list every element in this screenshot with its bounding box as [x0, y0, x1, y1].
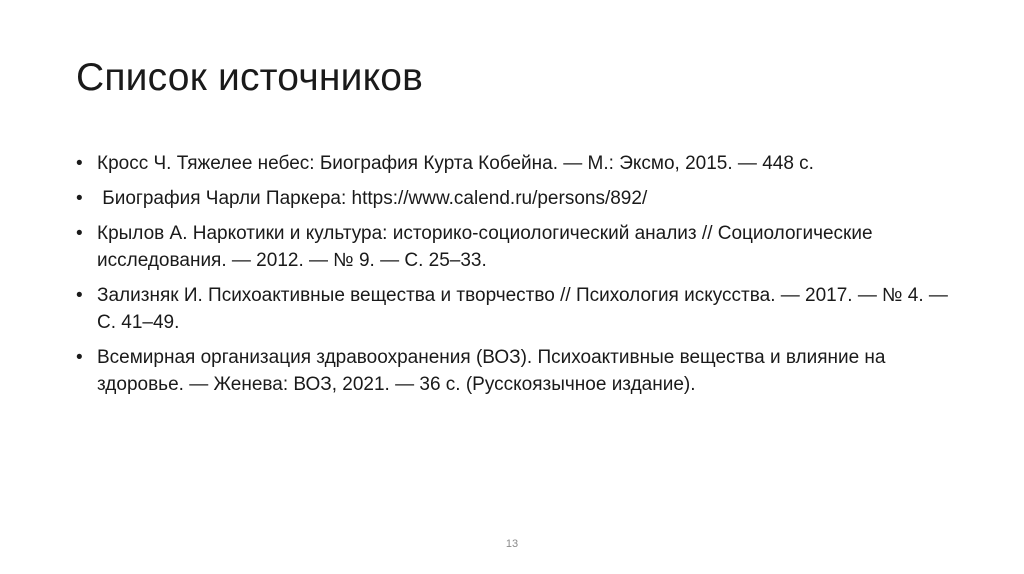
page-number: 13 [505, 538, 519, 550]
bullet-icon: • [76, 188, 83, 209]
bullet-icon: • [76, 223, 83, 244]
source-item-text: Кросс Ч. Тяжелее небес: Биография Курта Кобейна. — М.: Эксмо, 2015. — 448 с. [97, 153, 814, 174]
source-item-text: Всемирная организация здравоохранения (ВОЗ). Психоактивные вещества и влияние на здоровье. — Женева: ВОЗ, 2021. — 36 с. (Русскоязычное издание). [97, 347, 886, 395]
bullet-icon: • [76, 347, 83, 368]
source-item [76, 282, 956, 336]
sources-list [76, 150, 956, 406]
source-item [76, 344, 956, 398]
source-item-text: Зализняк И. Психоактивные вещества и творчество // Психология искусства. — 2017. — № 4. — С. 41–49. [97, 285, 948, 333]
bullet-icon: • [76, 285, 83, 306]
source-item-text: Биография Чарли Паркера: https://www.calend.ru/persons/892/ [97, 188, 648, 209]
source-item [76, 150, 956, 177]
bullet-icon: • [76, 153, 83, 174]
source-item-text: Крылов А. Наркотики и культура: историко-социологический анализ // Социологические исследования. — 2012. — № 9. — С. 25–33. [97, 223, 873, 271]
source-item [76, 220, 956, 274]
source-item [76, 185, 956, 212]
slide-title: Список источников [76, 56, 424, 99]
